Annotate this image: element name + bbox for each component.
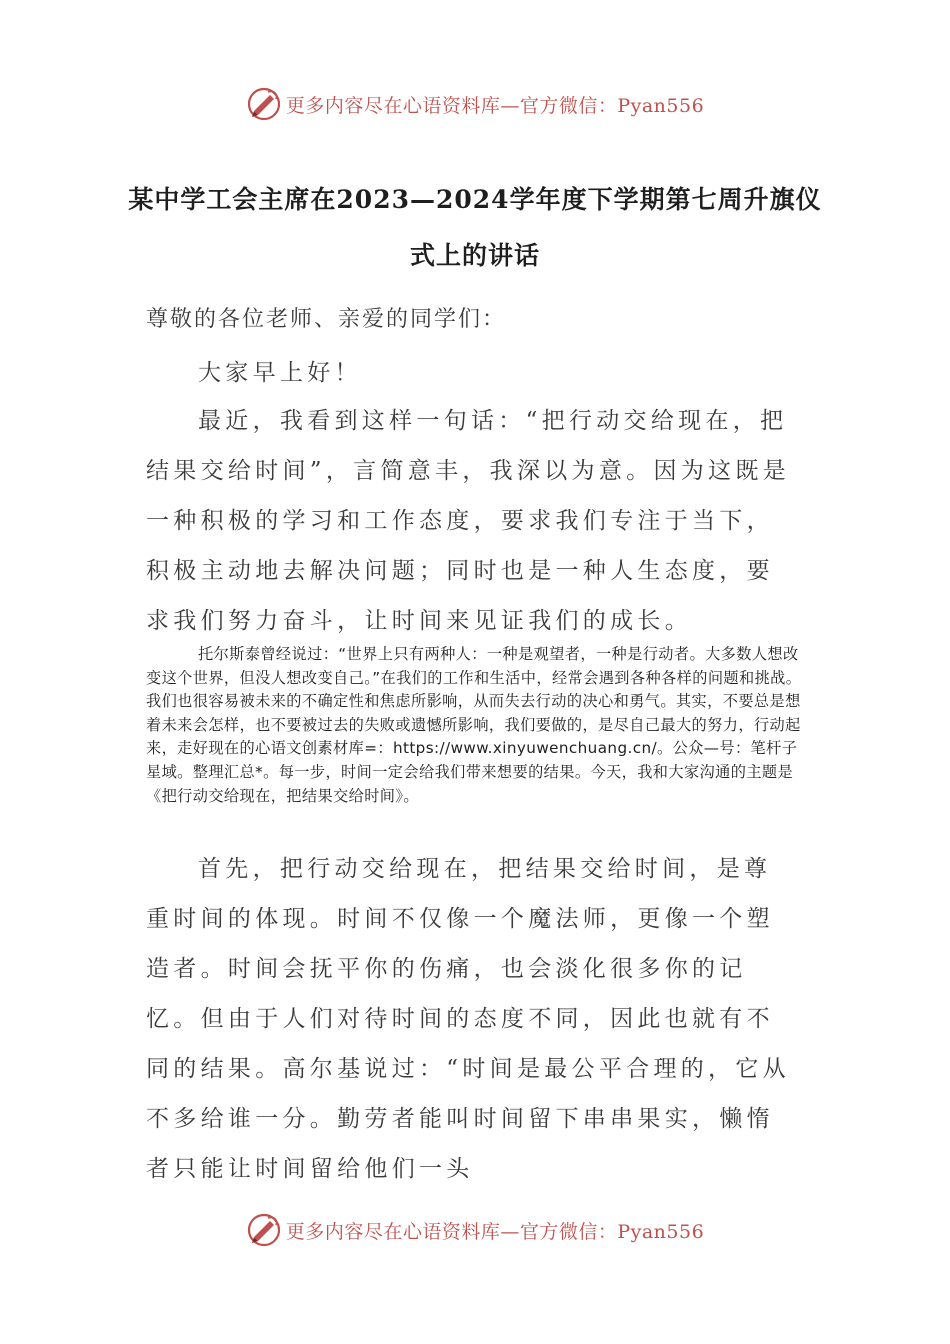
document-title: 某中学工会主席在2023—2024学年度下学期第七周升旗仪式上的讲话	[128, 185, 822, 270]
header-banner-text: 更多内容尽在心语资料库—官方微信：Pyan556	[285, 94, 705, 117]
pen-logo-icon	[246, 1212, 282, 1248]
footer-banner	[0, 1210, 950, 1250]
pen-logo-icon	[246, 86, 282, 122]
salutation: 尊敬的各位老师、亲爱的同学们：	[146, 307, 507, 332]
greeting: 大家早上好！	[198, 360, 362, 386]
header-banner	[0, 84, 950, 124]
paragraph-3: 首先，把行动交给现在，把结果交给时间，是尊重时间的体现。时间不仅像一个魔法师，更像一个塑造者。时间会抚平你的伤痛，也会淡化很多你的记忆。但由于人们对待时间的态度不同，因此也就有不同的结果。高尔基说过：“时间是最公平合理的，它从不多给谁一分。勤劳者能叫时间留下串串果实，懒惰者只能让时间留给他们一头	[146, 856, 790, 1182]
footer-banner-text: 更多内容尽在心语资料库—官方微信：Pyan556	[285, 1220, 705, 1243]
paragraph-1: 最近，我看到这样一句话：“把行动交给现在，把结果交给时间”，言简意丰，我深以为意。因为这既是一种积极的学习和工作态度，要求我们专注于当下，积极主动地去解决问题；同时也是一种人生态度，要求我们努力奋斗，让时间来见证我们的成长。	[146, 408, 790, 634]
paragraph-2: 托尔斯泰曾经说过：“世界上只有两种人：一种是观望者，一种是行动者。大多数人想改变这个世界，但没人想改变自己。”在我们的工作和生活中，经常会遇到各种各样的问题和挑战。我们也很容易被未来的不确定性和焦虑所影响，从而失去行动的决心和勇气。其实，不要总是想着未来会怎样，也不要被过去的失败或遗憾所影响，我们要做的，是尽自己最大的努力，行动起来，走好现在的心语文创素材库=：https://www.xinyuwenchuang.cn/。公众—号：笔杆子星域。整理汇总*。每一步，时间一定会给我们带来想要的结果。今天，我和大家沟通的主题是《把行动交给现在，把结果交给时间》。	[146, 645, 802, 805]
